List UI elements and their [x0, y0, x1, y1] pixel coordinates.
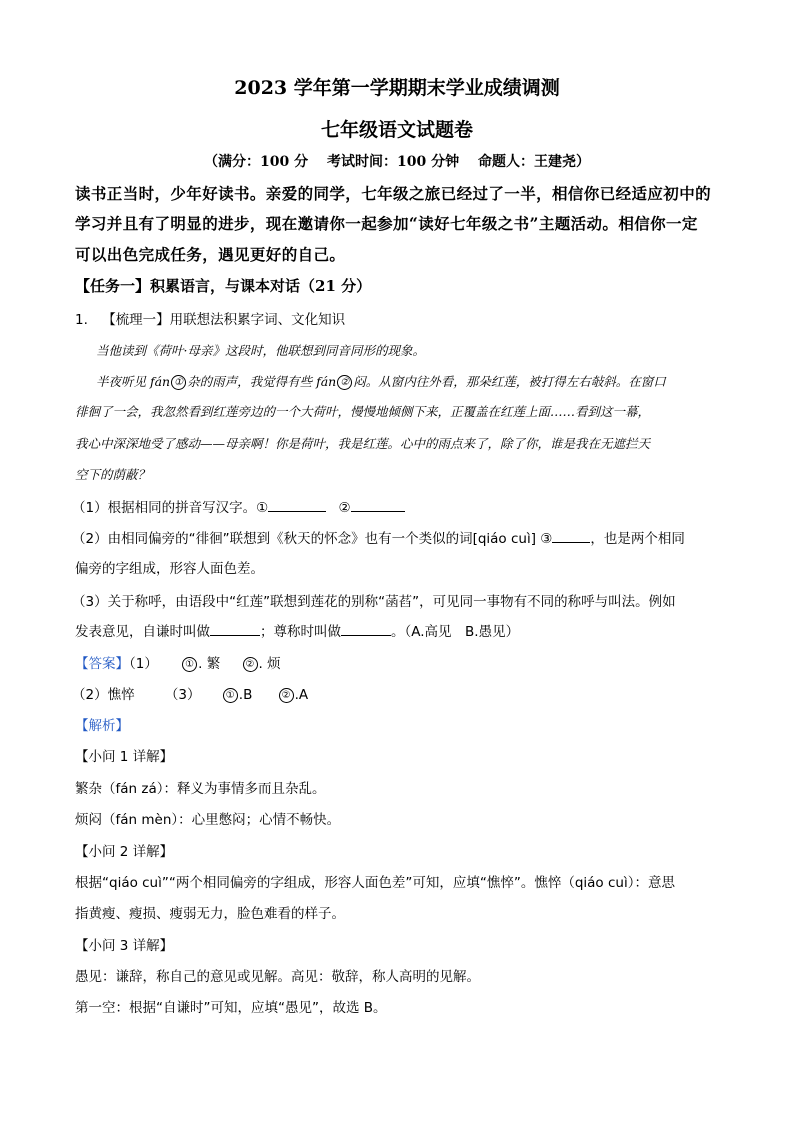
exam-subtitle: 七年级语文试题卷: [320, 119, 473, 141]
detail-3-line-1: 愚见：谦辞，称自己的意见或见解。高见：敬辞，称人高明的见解。: [75, 969, 480, 985]
blank-marker-1: ①: [171, 375, 186, 390]
sub2-text-2: ，也是两个相同: [590, 531, 685, 547]
answer-value: .A: [294, 687, 309, 703]
answer-label: 【答案】: [75, 656, 129, 672]
blank-marker-2: ②: [337, 375, 352, 390]
sub2-text: （2）由相同偏旁的“徘徊”联想到《秋天的怀念》也有一个类似的词[qiáo cuì] ③: [72, 531, 553, 547]
passage-line-1: [96, 372, 666, 390]
exam-meta: （满分：100 分 考试时间：100 分钟 命题人：王建尧）: [204, 154, 590, 170]
detail-2-line-1: 根据“qiáo cuì”“两个相同偏旁的字组成，形容人面色差”可知，应填“憔悴”。憔悴（qiáo cuì）：意思: [75, 875, 675, 891]
passage-line-2: 徘徊了一会，我忽然看到红莲旁边的一个大荷叶，慢慢地倾侧下来，正覆盖在红莲上面……看到这一幕，: [75, 404, 651, 419]
detail-1-line-1: 繁杂（fán zá）：释义为事情多而且杂乱。: [75, 781, 326, 797]
answer-marker-1: ①: [182, 657, 197, 672]
task1-heading: 【任务一】积累语言，与课本对话（21 分）: [75, 277, 372, 295]
answer-value: . 烦: [258, 656, 281, 672]
intro-line-3: 可以出色完成任务，遇见更好的自己。: [75, 245, 346, 264]
sub3-text-2: ；尊称时叫做: [260, 624, 341, 640]
detail-heading-2: 【小问 2 详解】: [75, 844, 174, 860]
answer-blank-1[interactable]: [268, 499, 326, 512]
answer-num: （3）: [164, 687, 201, 703]
passage-line-3: 我心中深深地受了感动——母亲啊！你是荷叶，我是红莲。心中的雨点来了，除了你，谁是我在无遮拦天: [75, 436, 651, 451]
answer-value: （2）憔悴: [72, 687, 135, 703]
sub1-text: （1）根据相同的拼音写汉字。①: [72, 500, 269, 516]
sub3-text-3: 。（A.高见 B.愚见）: [391, 624, 520, 640]
answer-row-1: [75, 652, 281, 672]
detail-2-line-2: 指黄瘦、瘦损、瘦弱无力，脸色难看的样子。: [75, 906, 345, 922]
q1-heading-line: [75, 308, 345, 328]
analysis-label: 【解析】: [75, 718, 129, 734]
sub3-text: 发表意见，自谦时叫做: [75, 624, 210, 640]
answer-value: . 繁: [198, 656, 221, 672]
sub-question-3-line-1: （3）关于称呼，由语段中“红莲”联想到莲花的别称“菡萏”，可见同一事物有不同的称呼与叫法。例如: [72, 594, 676, 610]
answer-marker-3: ①: [223, 688, 238, 703]
answer-blank-5[interactable]: [341, 623, 391, 636]
answer-marker-4: ②: [279, 688, 294, 703]
passage-text: 闷。从窗内往外看，那朵红莲，被打得左右敧斜。在窗口: [353, 374, 666, 389]
detail-3-line-2: 第一空：根据“自谦时”可知，应填“愚见”，故选 B。: [75, 1000, 387, 1016]
q1-lead: 当他读到《荷叶·母亲》这段时，他联想到同音同形的现象。: [96, 343, 425, 358]
detail-1-line-2: 烦闷（fán mèn）：心里憋闷；心情不畅快。: [75, 812, 341, 828]
sub-question-1: [72, 496, 405, 516]
detail-heading-1: 【小问 1 详解】: [75, 749, 174, 765]
answer-blank-2[interactable]: [351, 499, 405, 512]
detail-heading-3: 【小问 3 详解】: [75, 938, 174, 954]
passage-text: 半夜听见 fán: [96, 374, 171, 389]
sub-question-2-line-2: 偏旁的字组成，形容人面色差。: [75, 561, 264, 577]
answer-blank-3[interactable]: [552, 530, 590, 543]
sub-question-3-line-2: [75, 620, 519, 640]
answer-row-2: [72, 683, 308, 703]
exam-title: 2023 学年第一学期期末学业成绩调测: [234, 77, 560, 99]
intro-line-1: 读书正当时，少年好读书。亲爱的同学，七年级之旅已经过了一半，相信你已经适应初中的: [75, 184, 712, 203]
answer-value: .B: [238, 687, 253, 703]
sub1-text-2: ②: [338, 500, 351, 516]
sub-question-2-line-1: [72, 527, 685, 547]
intro-line-2: 学习并且有了明显的进步，现在邀请你一起参加“读好七年级之书”主题活动。相信你一定: [75, 214, 698, 233]
q1-heading: 【梳理一】用联想法积累字词、文化知识: [102, 312, 346, 328]
answer-blank-4[interactable]: [210, 623, 260, 636]
q1-number: 1.: [75, 312, 88, 328]
answer-num: （1）: [129, 656, 158, 672]
answer-marker-2: ②: [243, 657, 258, 672]
passage-text: 杂的雨声，我觉得有些 fán: [187, 374, 337, 389]
passage-line-4: 空下的荫蔽？: [75, 467, 151, 482]
